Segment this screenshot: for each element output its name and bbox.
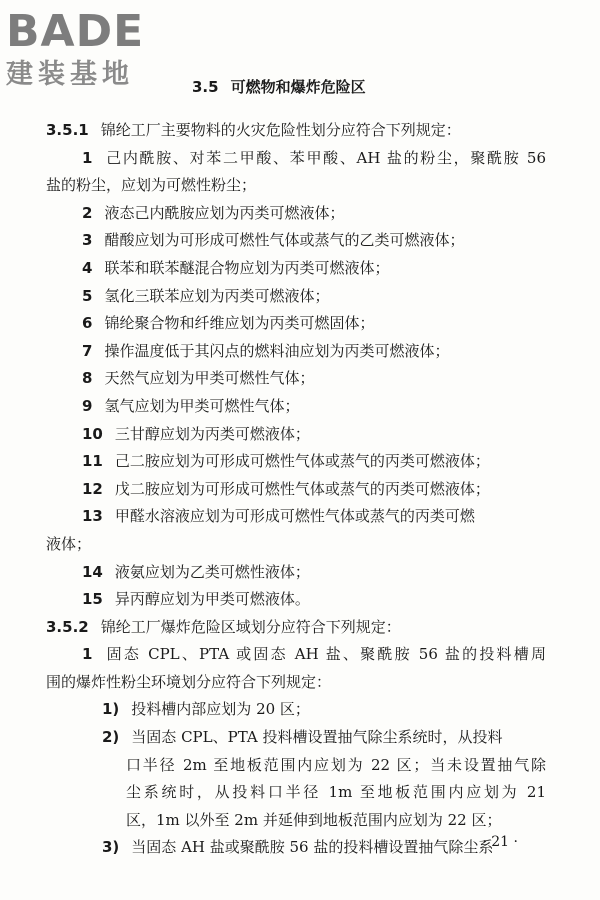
list-item: 9 氢气应划为甲类可燃性气体； <box>82 396 300 415</box>
sub-item-continuation: 区，1m 以外至 2m 并延伸到地板范围内应划为 22 区； <box>126 810 502 829</box>
section-heading: 可燃物和爆炸危险区 <box>230 78 366 96</box>
list-item: 8 天然气应划为甲类可燃性气体； <box>82 369 315 388</box>
clause-line: 3.5.1 锦纶工厂主要物料的火灾危险性划分应符合下列规定： <box>46 121 461 139</box>
list-item-continuation: 液体； <box>46 534 92 553</box>
list-item: 6 锦纶聚合物和纤维应划为丙类可燃固体； <box>82 314 375 333</box>
sub-item: 2) 当固态 CPL、PTA 投料槽设置抽气除尘系统时，从投料 <box>102 728 503 747</box>
logo-wordmark: BADE <box>6 6 145 57</box>
list-item: 4 联苯和联苯醚混合物应划为丙类可燃液体； <box>82 258 390 277</box>
section-title <box>192 76 378 97</box>
list-item: 13 甲醛水溶液应划为可形成可燃性气体或蒸气的丙类可燃 <box>82 507 475 526</box>
list-item-continuation: 盐的粉尘，应划为可燃性粉尘； <box>46 176 257 195</box>
sub-item: 3) 当固态 AH 盐或聚酰胺 56 盐的投料槽设置抽气除尘系 <box>102 838 494 857</box>
section-number: 3.5 <box>192 78 219 96</box>
list-item: 1 固态 CPL、PTA 或固态 AH 盐、聚酰胺 56 盐的投料槽周 <box>82 645 546 664</box>
list-item: 11 己二胺应划为可形成可燃性气体或蒸气的丙类可燃液体； <box>82 452 490 471</box>
list-item: 1 己内酰胺、对苯二甲酸、苯甲酸、AH 盐的粉尘，聚酰胺 56 <box>82 148 546 167</box>
list-item: 2 液态己内酰胺应划为丙类可燃液体； <box>82 203 345 222</box>
list-item: 15 异丙醇应划为甲类可燃液体。 <box>82 590 310 609</box>
bade-logo <box>6 6 176 98</box>
list-item: 5 氢化三联苯应划为丙类可燃液体； <box>82 286 330 305</box>
list-item: 3 醋酸应划为可形成可燃性气体或蒸气的乙类可燃液体； <box>82 231 465 250</box>
list-item-continuation: 围的爆炸性粉尘环境划分应符合下列规定： <box>46 672 332 691</box>
logo-subtitle: 建装基地 <box>6 59 134 90</box>
clause-line: 3.5.2 锦纶工厂爆炸危险区域划分应符合下列规定： <box>46 617 401 636</box>
sub-item: 1) 投料槽内部应划为 20 区； <box>102 700 310 719</box>
list-item: 12 戊二胺应划为可形成可燃性气体或蒸气的丙类可燃液体； <box>82 479 490 498</box>
document-body <box>46 117 546 862</box>
sub-item-continuation: 尘系统时，从投料口半径 1m 至地板范围内应划为 21 <box>126 783 546 802</box>
list-item: 14 液氨应划为乙类可燃性液体； <box>82 562 310 581</box>
list-item: 7 操作温度低于其闪点的燃料油应划为丙类可燃液体； <box>82 341 450 360</box>
list-item: 10 三甘醇应划为丙类可燃液体； <box>82 424 310 443</box>
sub-item-continuation: 口半径 2m 至地板范围内应划为 22 区；当未设置抽气除 <box>126 755 546 774</box>
page-number: · 21 · <box>482 834 518 850</box>
